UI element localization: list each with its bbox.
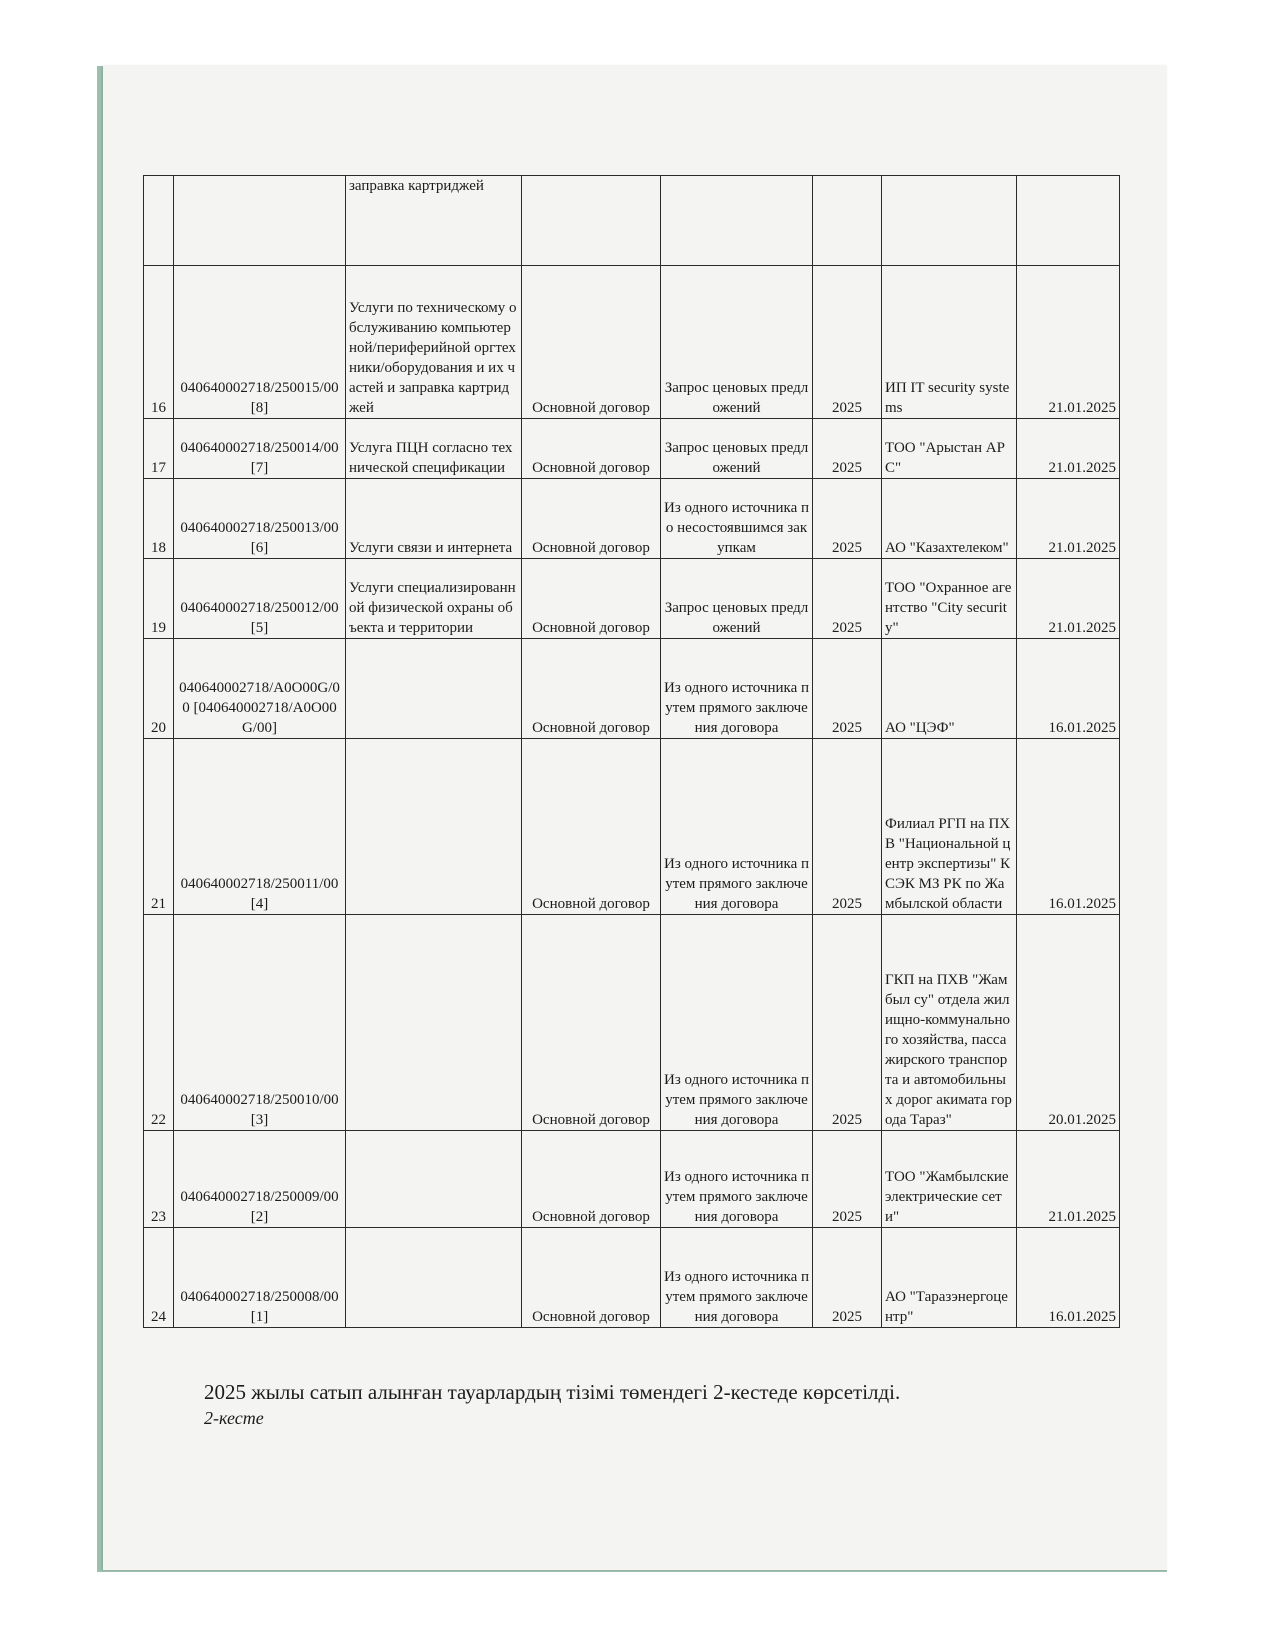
cell-method (661, 176, 813, 266)
cell-method: Запрос ценовых предложений (661, 559, 813, 639)
cell-num: 18 (144, 479, 174, 559)
cell-year: 2025 (813, 639, 882, 739)
cell-date: 16.01.2025 (1017, 739, 1120, 915)
cell-org: ГКП на ПХВ "Жамбыл су" отдела жилищно-коммунального хозяйства, пассажирского транспорта и автомобильных дорог акимата города Тараз" (882, 915, 1017, 1131)
table-caption: 2025 жылы сатып алынған тауарлардың тізімі төмендегі 2-кестеде көрсетілді. (204, 1380, 901, 1404)
cell-org (882, 176, 1017, 266)
cell-code: 040640002718/250011/00 [4] (174, 739, 346, 915)
cell-code: 040640002718/250015/00 [8] (174, 266, 346, 419)
cell-num: 23 (144, 1131, 174, 1228)
table-row (144, 176, 1120, 266)
cell-code: 040640002718/250014/00 [7] (174, 419, 346, 479)
cell-code: 040640002718/250009/00 [2] (174, 1131, 346, 1228)
cell-date: 21.01.2025 (1017, 479, 1120, 559)
cell-date: 21.01.2025 (1017, 559, 1120, 639)
table-row (144, 639, 1120, 739)
cell-year: 2025 (813, 419, 882, 479)
cell-date: 16.01.2025 (1017, 1228, 1120, 1328)
cell-year: 2025 (813, 1131, 882, 1228)
cell-org: ТОО "Охранное агентство "City security" (882, 559, 1017, 639)
cell-code: 040640002718/250010/00 [3] (174, 915, 346, 1131)
cell-type: Основной договор (522, 419, 661, 479)
cell-desc: Услуги специализированной физической охраны объекта и территории (346, 559, 522, 639)
cell-type: Основной договор (522, 1131, 661, 1228)
cell-type: Основной договор (522, 915, 661, 1131)
cell-date: 20.01.2025 (1017, 915, 1120, 1131)
cell-type: Основной договор (522, 479, 661, 559)
cell-type: Основной договор (522, 559, 661, 639)
cell-type (522, 176, 661, 266)
cell-method: Запрос ценовых предложений (661, 266, 813, 419)
cell-org: АО "Таразэнергоцентр" (882, 1228, 1017, 1328)
cell-year: 2025 (813, 915, 882, 1131)
cell-num: 22 (144, 915, 174, 1131)
cell-num: 17 (144, 419, 174, 479)
cell-org: ИП IT security systems (882, 266, 1017, 419)
cell-org: АО "Казахтелеком" (882, 479, 1017, 559)
table-row (144, 559, 1120, 639)
cell-num: 20 (144, 639, 174, 739)
cell-method: Из одного источника путем прямого заключения договора (661, 1228, 813, 1328)
cell-year: 2025 (813, 739, 882, 915)
table-row (144, 266, 1120, 419)
cell-code: 040640002718/250008/00 [1] (174, 1228, 346, 1328)
cell-method: Из одного источника путем прямого заключения договора (661, 639, 813, 739)
cell-type: Основной договор (522, 739, 661, 915)
cell-year: 2025 (813, 559, 882, 639)
cell-type: Основной договор (522, 266, 661, 419)
cell-method: Из одного источника путем прямого заключения договора (661, 1131, 813, 1228)
cell-code: 040640002718/250013/00 [6] (174, 479, 346, 559)
cell-year: 2025 (813, 479, 882, 559)
cell-date: 21.01.2025 (1017, 419, 1120, 479)
cell-desc (346, 639, 522, 739)
cell-org: АО "ЦЭФ" (882, 639, 1017, 739)
cell-method: Запрос ценовых предложений (661, 419, 813, 479)
cell-code (174, 176, 346, 266)
cell-desc (346, 739, 522, 915)
table-row (144, 1131, 1120, 1228)
cell-year: 2025 (813, 266, 882, 419)
cell-desc: заправка картриджей (346, 176, 522, 266)
cell-method: Из одного источника путем прямого заключения договора (661, 739, 813, 915)
cell-org: ТОО "Жамбылские электрические сети" (882, 1131, 1017, 1228)
cell-num: 21 (144, 739, 174, 915)
cell-year: 2025 (813, 1228, 882, 1328)
table-row (144, 1228, 1120, 1328)
cell-method: Из одного источника путем прямого заключения договора (661, 915, 813, 1131)
cell-type: Основной договор (522, 1228, 661, 1328)
cell-desc (346, 915, 522, 1131)
cell-org: Филиал РГП на ПХВ "Национальной центр экспертизы" КСЭК МЗ РК по Жамбылской области (882, 739, 1017, 915)
cell-num: 24 (144, 1228, 174, 1328)
cell-org: ТОО "Арыстан АРС" (882, 419, 1017, 479)
table-row (144, 479, 1120, 559)
cell-desc: Услуги по техническому обслуживанию компьютерной/периферийной оргтехники/оборудования и их частей и заправка картриджей (346, 266, 522, 419)
procurement-table (143, 175, 1120, 1328)
cell-desc (346, 1131, 522, 1228)
cell-num: 16 (144, 266, 174, 419)
table-row (144, 419, 1120, 479)
cell-code: 040640002718/А0О00G/00 [040640002718/А0О00G/00] (174, 639, 346, 739)
cell-num: 19 (144, 559, 174, 639)
cell-year (813, 176, 882, 266)
cell-date: 21.01.2025 (1017, 1131, 1120, 1228)
cell-desc: Услуга ПЦН согласно технической спецификации (346, 419, 522, 479)
table-row (144, 915, 1120, 1131)
cell-date: 16.01.2025 (1017, 639, 1120, 739)
cell-desc (346, 1228, 522, 1328)
cell-date (1017, 176, 1120, 266)
cell-type: Основной договор (522, 639, 661, 739)
cell-code: 040640002718/250012/00 [5] (174, 559, 346, 639)
cell-method: Из одного источника по несостоявшимся закупкам (661, 479, 813, 559)
table-number-label: 2-кесте (204, 1408, 264, 1428)
table-row (144, 739, 1120, 915)
cell-desc: Услуги связи и интернета (346, 479, 522, 559)
cell-date: 21.01.2025 (1017, 266, 1120, 419)
cell-num (144, 176, 174, 266)
